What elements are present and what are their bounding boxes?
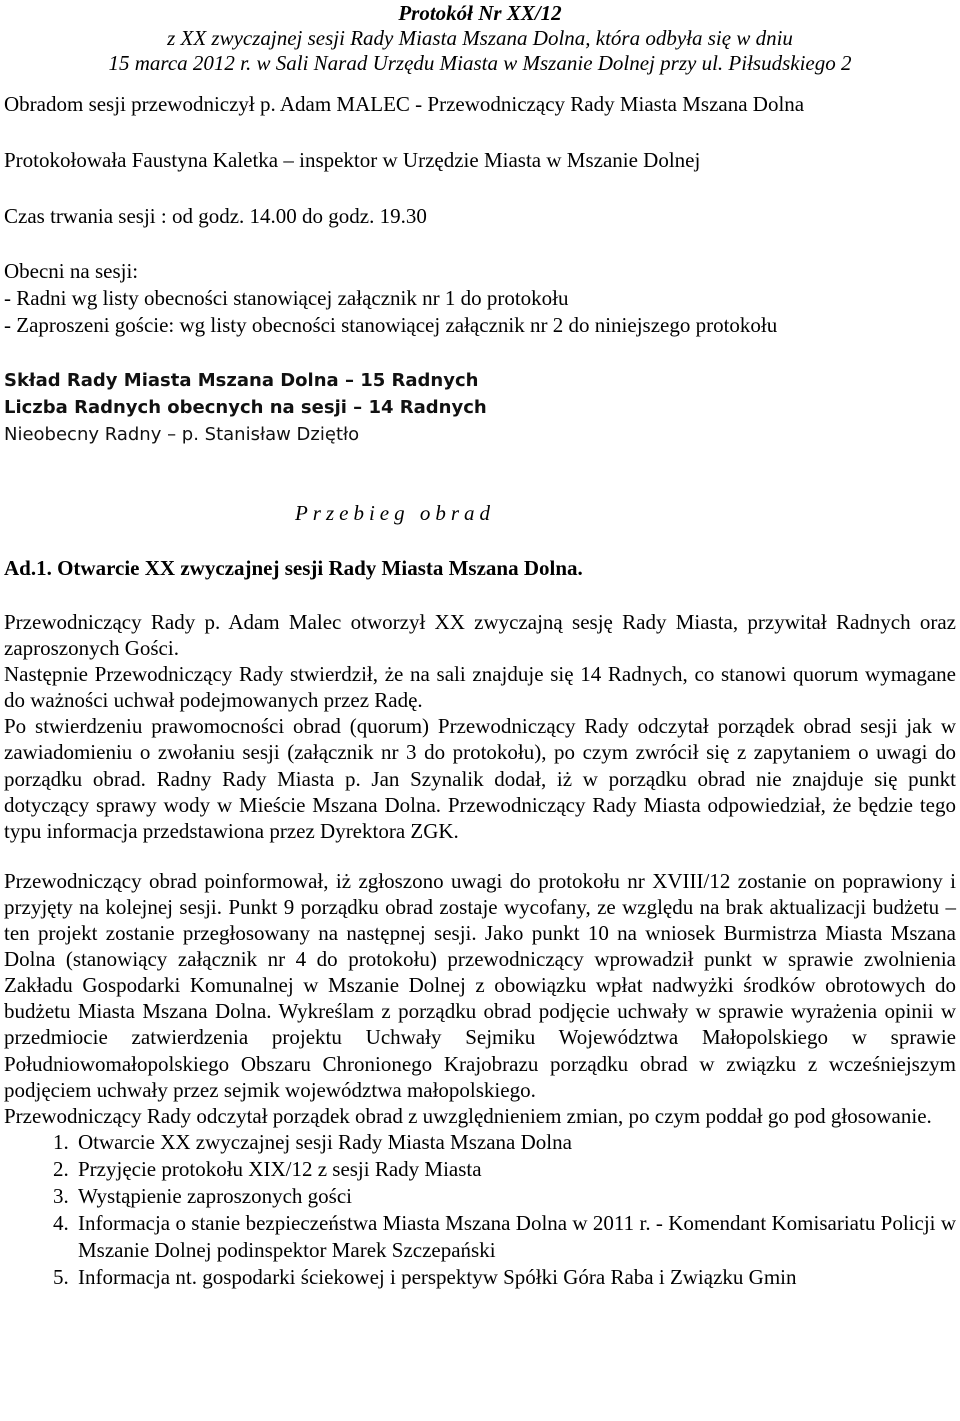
duration-line: Czas trwania sesji : od godz. 14.00 do godz. 19.30 [4, 204, 427, 228]
paragraph-quorum: Następnie Przewodniczący Rady stwierdził, że na sali znajduje się 14 Radnych, co stanowi quorum wymagane do ważności uchwał podejmowanych przez Radę. [4, 662, 956, 713]
agenda-item: 5. Informacja nt. gospodarki ściekowej i perspektyw Spółki Góra Raba i Związku Gmin [74, 1264, 956, 1291]
agenda-item: 3. Wystąpienie zaproszonych gości [74, 1183, 956, 1210]
council-composition: Skład Rady Miasta Mszana Dolna – 15 Radnych [4, 370, 479, 391]
agenda-item: 4. Informacja o stanie bezpieczeństwa Miasta Mszana Dolna w 2011 r. - Komendant Komisariatu Policji w Mszanie Dolnej podinspektor Marek Szczepański [74, 1210, 956, 1264]
paragraph-agenda-reading: Po stwierdzeniu prawomocności obrad (quorum) Przewodniczący Rady odczytał porządek obrad sesji jak w zawiadomieniu o zwołaniu sesji (załącznik nr 3 do protokołu), po czym zwrócił się z zapytaniem o uwagi do porządku obrad. Radny Rady Miasta p. Jan Szynalik dodał, iż w porządku obrad nie znajduje się punkt dotyczący sprawy wody w Mieście Mszana Dolna. Przewodniczący Rady Miasta odpowiedział, że będzie tego typu informacja przedstawiona przez Dyrektora ZGK. [4, 714, 956, 843]
recorder-line: Protokołowała Faustyna Kaletka – inspektor w Urzędzie Miasta w Mszanie Dolnej [4, 148, 701, 172]
agenda-list [4, 1129, 956, 1291]
document-page [4, 0, 956, 1291]
attendance-councillors: - Radni wg listy obecności stanowiącej załącznik nr 1 do protokołu [4, 286, 569, 310]
councillor-absent: Nieobecny Radny – p. Stanisław Dziętło [4, 424, 360, 445]
paragraph-agenda-changes: Przewodniczący obrad poinformował, iż zgłoszono uwagi do protokołu nr XVIII/12 zostanie on poprawiony i przyjęty na kolejnej sesji. Punkt 9 porządku obrad zostaje wycofany, ze względu na brak aktualizacji budżetu – ten projekt zostanie przegłosowany na następnej sesji. Jako punkt 10 na wniosek Burmistrza Miasta Mszana Dolna (stanowiący załącznik nr 4 do protokołu) przewodniczący wprowadził punkt w sprawie zwolnienia Zakładu Gospodarki Komunalnej w Mszanie Dolnej z obowiązku wpłat nadwyżki środków obrotowych do budżetu Miasta Mszana Dolna. Wykreślam z porządku obrad podjęcie uchwały w sprawie wyrażenia opinii w przedmiocie zatwierdzenia projektu Uchwały Sejmiku Województwa Małopolskiego w sprawie Południowomałopolskiego Obszaru Chronionego Krajobrazu porządku obrad w związku z wcześniejszym podjęciem uchwały przez sejmik województwa małopolskiego. [4, 868, 956, 1102]
section-title: Przebieg obrad [294, 501, 496, 525]
attendance-heading: Obecni na sesji: [4, 259, 139, 283]
agenda-item: 1. Otwarcie XX zwyczajnej sesji Rady Miasta Mszana Dolna [74, 1129, 956, 1156]
paragraph-opening: Przewodniczący Rady p. Adam Malec otworzył XX zwyczajną sesję Rady Miasta, przywitał Radnych oraz zaproszonych Gości. [4, 610, 956, 661]
session-date-place: 15 marca 2012 r. w Sali Narad Urzędu Miasta w Mszanie Dolnej przy ul. Piłsudskiego 2 [108, 51, 852, 75]
session-description: z XX zwyczajnej sesji Rady Miasta Mszana Dolna, która odbyła się w dniu [167, 26, 793, 50]
attendance-guests: - Zaproszeni goście: wg listy obecności stanowiącej załącznik nr 2 do niniejszego protokołu [4, 313, 778, 337]
councillors-present: Liczba Radnych obecnych na sesji – 14 Radnych [4, 397, 487, 418]
paragraph-vote: Przewodniczący Rady odczytał porządek obrad z uwzględnieniem zmian, po czym poddał go pod głosowanie. [4, 1103, 932, 1128]
agenda-item-1-heading: Ad.1. Otwarcie XX zwyczajnej sesji Rady Miasta Mszana Dolna. [4, 556, 583, 580]
chairperson-line: Obradom sesji przewodniczył p. Adam MALEC - Przewodniczący Rady Miasta Mszana Dolna [4, 92, 805, 116]
agenda-item: 2. Przyjęcie protokołu XIX/12 z sesji Rady Miasta [74, 1156, 956, 1183]
protocol-header [4, 0, 956, 76]
protocol-title: Protokół Nr XX/12 [398, 1, 562, 25]
